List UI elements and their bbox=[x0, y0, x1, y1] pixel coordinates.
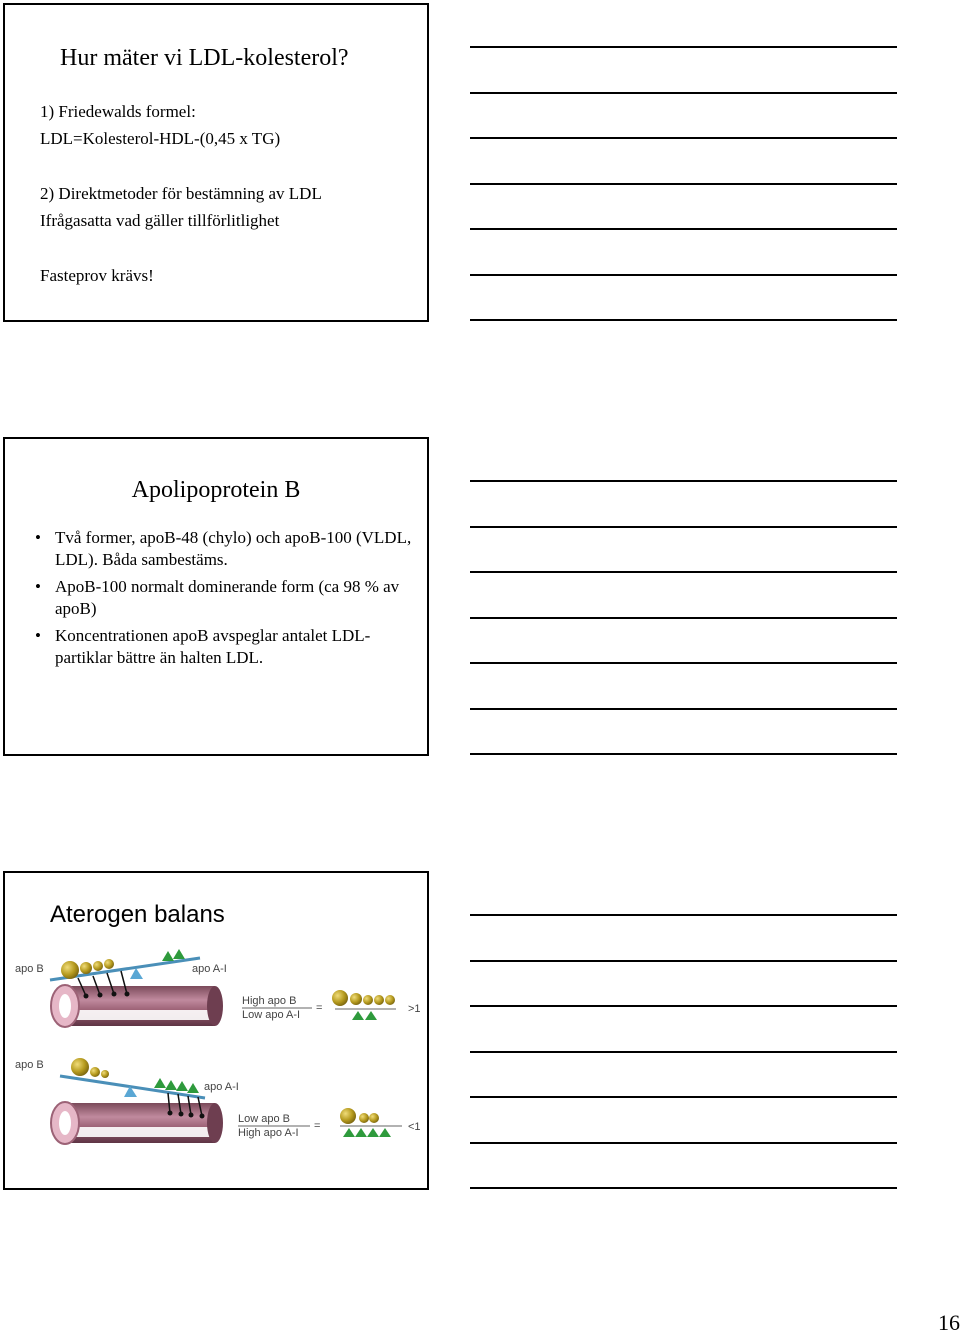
slide-3-title: Aterogen balans bbox=[50, 901, 225, 928]
slide-1-line: 1) Friedewalds formel: bbox=[40, 102, 196, 121]
top-panel bbox=[15, 949, 421, 1027]
slide-1-title: Hur mäter vi LDL-kolesterol? bbox=[60, 45, 349, 71]
note-line bbox=[470, 274, 897, 276]
page-number: 16 bbox=[938, 1310, 960, 1335]
vessel-icon bbox=[51, 985, 223, 1027]
list-item: • Två former, apoB-48 (chylo) och apoB-100 (VLDL, LDL). Båda sambestäms. bbox=[35, 528, 412, 569]
equals-sign: = bbox=[316, 1002, 323, 1014]
note-line bbox=[470, 617, 897, 619]
apo-a1-label: apo A-I bbox=[192, 963, 227, 975]
note-line bbox=[470, 571, 897, 573]
note-line bbox=[470, 753, 897, 755]
note-line bbox=[470, 1142, 897, 1144]
note-line bbox=[470, 1005, 897, 1007]
slide-2 bbox=[3, 437, 429, 756]
ratio-denominator: Low apo A-I bbox=[242, 1009, 301, 1021]
note-line bbox=[470, 914, 897, 916]
atherogenic-balance-figure bbox=[10, 948, 425, 1183]
bullet-icon: • bbox=[35, 626, 41, 645]
list-item: • ApoB-100 normalt dominerande form (ca 98 % av apoB) bbox=[35, 577, 400, 618]
bullet-list bbox=[35, 527, 420, 674]
apo-b-sphere-icons bbox=[71, 1058, 109, 1078]
ratio-result: >1 bbox=[408, 1003, 421, 1015]
apo-a1-label: apo A-I bbox=[204, 1081, 239, 1093]
note-line bbox=[470, 480, 897, 482]
note-line bbox=[470, 662, 897, 664]
ratio-numerator: High apo B bbox=[242, 995, 297, 1007]
note-line bbox=[470, 183, 897, 185]
apo-b-label: apo B bbox=[15, 1059, 44, 1071]
note-line bbox=[470, 228, 897, 230]
note-line bbox=[470, 1096, 897, 1098]
bullet-icon: • bbox=[35, 577, 41, 596]
ratio-visual-icon bbox=[340, 1108, 402, 1137]
slide-1 bbox=[3, 3, 429, 322]
note-line bbox=[470, 137, 897, 139]
ratio-visual-icon bbox=[332, 990, 396, 1020]
ratio-result: <1 bbox=[408, 1121, 421, 1133]
slide-1-line: LDL=Kolesterol-HDL-(0,45 x TG) bbox=[40, 129, 281, 148]
slide-1-line: 2) Direktmetoder för bestämning av LDL bbox=[40, 184, 322, 203]
note-line bbox=[470, 92, 897, 94]
note-line bbox=[470, 319, 897, 321]
note-line bbox=[470, 46, 897, 48]
slide-2-title: Apolipoprotein B bbox=[131, 477, 301, 503]
bottom-panel bbox=[15, 1058, 421, 1144]
bullet-icon: • bbox=[35, 528, 41, 547]
equals-sign: = bbox=[314, 1120, 321, 1132]
ratio-numerator: Low apo B bbox=[238, 1113, 290, 1125]
note-line bbox=[470, 1187, 897, 1189]
apo-b-label: apo B bbox=[15, 963, 44, 975]
slide-1-line: Fasteprov krävs! bbox=[40, 266, 154, 285]
note-line bbox=[470, 708, 897, 710]
note-line bbox=[470, 960, 897, 962]
slide-1-line: Ifrågasatta vad gäller tillförlitlighet bbox=[40, 211, 280, 230]
note-line bbox=[470, 1051, 897, 1053]
note-line bbox=[470, 526, 897, 528]
list-item: • Koncentrationen apoB avspeglar antalet LDL-partiklar bättre än halten LDL. bbox=[35, 626, 371, 667]
ratio-denominator: High apo A-I bbox=[238, 1127, 299, 1139]
vessel-icon bbox=[51, 1102, 223, 1144]
slide-3 bbox=[3, 871, 429, 1190]
